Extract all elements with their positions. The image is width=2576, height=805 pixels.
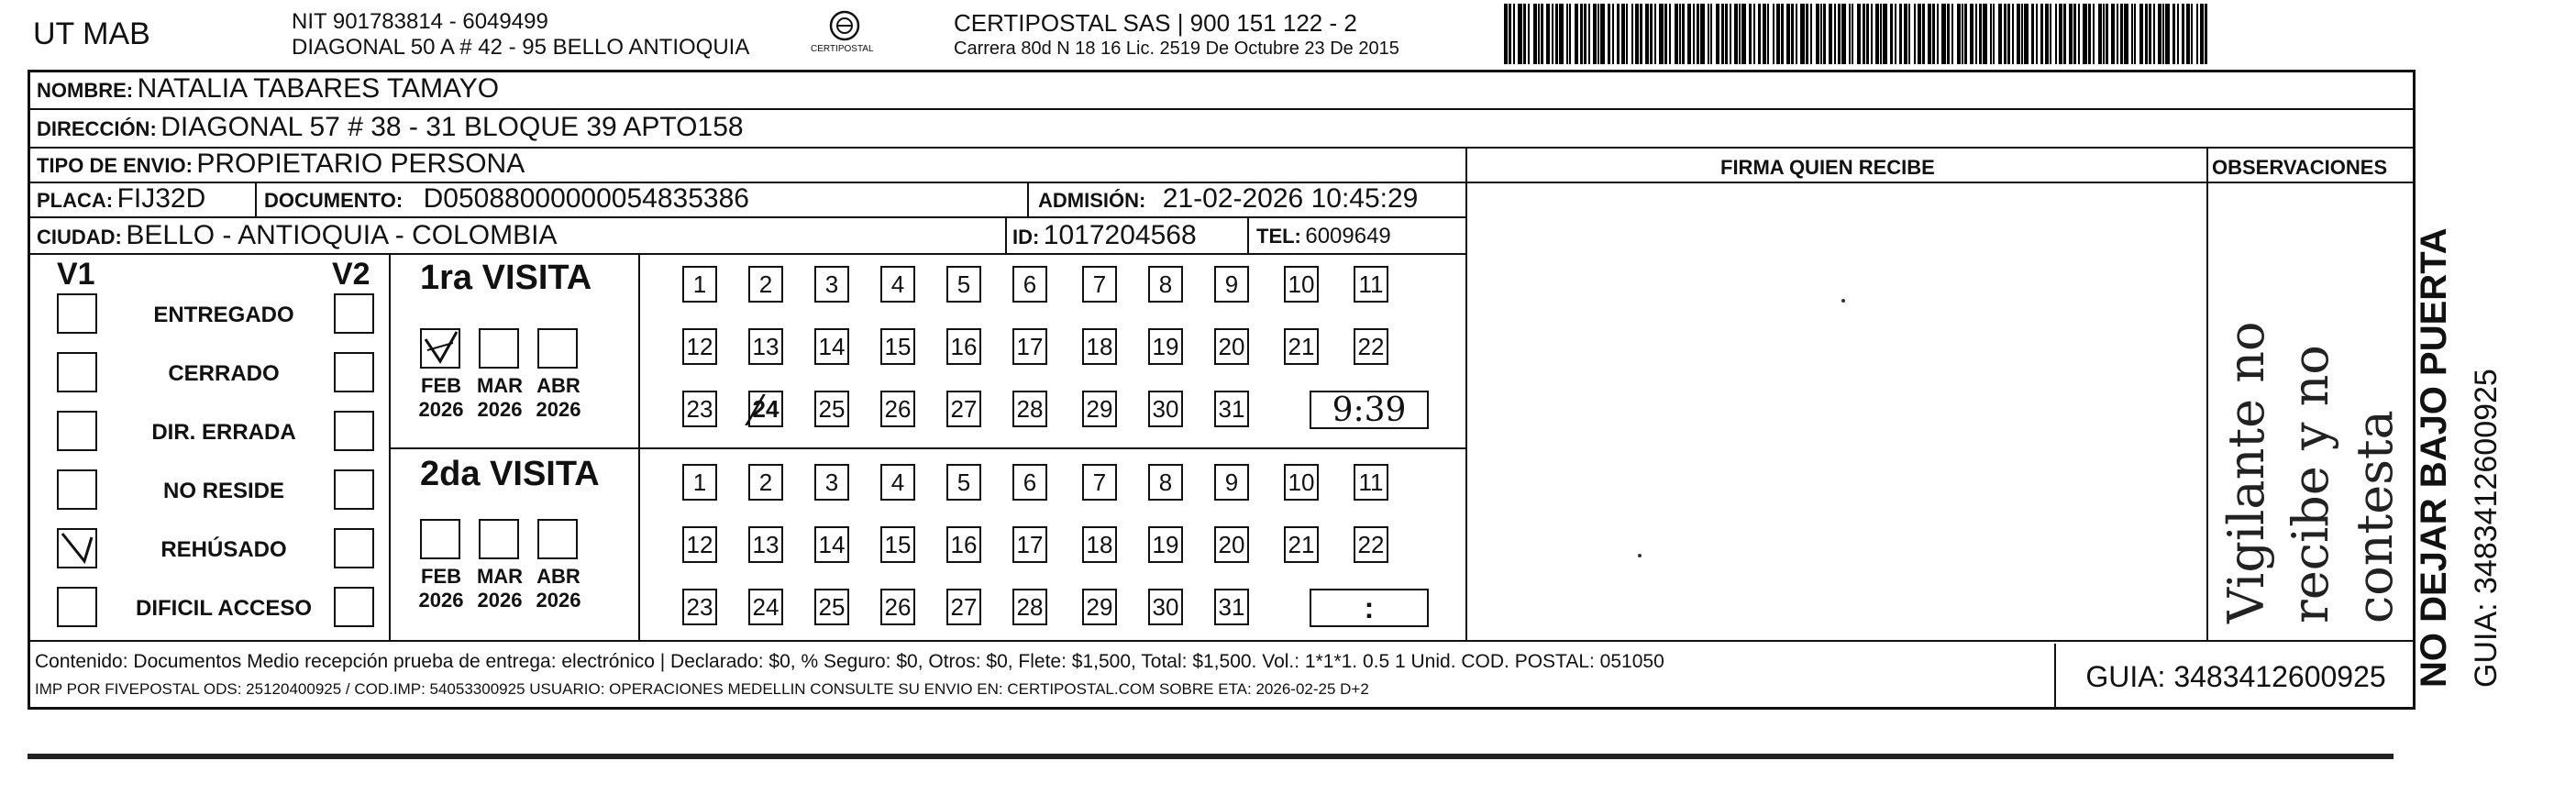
visit2-day-11[interactable]: 11 [1354,464,1388,501]
visit2-time-box[interactable]: : [1310,589,1429,627]
row-divider [28,253,1467,255]
visit1-day-3[interactable]: 3 [814,266,849,303]
month-name: FEB [421,565,461,588]
visit1-day-18[interactable]: 18 [1082,328,1117,365]
col-divider [2206,147,2208,640]
side-guia-text: GUIA: 3483412600925 [2469,369,2504,688]
company-name: CERTIPOSTAL SAS | 900 151 122 - 2 [954,9,1357,37]
col-divider [1247,216,1249,253]
visit1-month-label [416,374,466,422]
observaciones-header: OBSERVACIONES [2212,156,2388,179]
documento-value: D05088000000054835386 [423,183,749,214]
check-mark-icon [59,530,95,567]
nombre-label: NOMBRE: [37,79,134,102]
visit1-day-25[interactable]: 25 [814,391,849,427]
col-divider [255,182,257,218]
status-label: ENTREGADO [153,303,294,327]
visit2-day-29[interactable]: 29 [1082,589,1117,625]
visit1-day-15[interactable]: 15 [880,328,915,365]
tipo-envio-label: TIPO DE ENVIO: [37,154,193,177]
visit2-day-5[interactable]: 5 [946,464,981,501]
guia-box [2054,644,2416,710]
visit1-day-11[interactable]: 11 [1354,266,1388,303]
col-divider [1465,147,1467,640]
visit1-day-24[interactable]: 24 [748,391,783,427]
v2-checkbox[interactable] [334,293,374,334]
visit2-day-30[interactable]: 30 [1148,589,1183,625]
visit1-day-4[interactable]: 4 [880,266,915,303]
id-label: ID: [1012,226,1040,248]
status-label: DIR. ERRADA [151,420,296,445]
row-divider [28,108,2416,110]
visit2-day-31[interactable]: 31 [1214,589,1249,625]
visit2-day-8[interactable]: 8 [1148,464,1183,501]
visit1-day-14[interactable]: 14 [814,328,849,365]
visit1-day-26[interactable]: 26 [880,391,915,427]
visit1-day-1[interactable]: 1 [682,266,717,303]
month-year: 2026 [477,589,523,612]
visit1-day-31[interactable]: 31 [1214,391,1249,427]
visit1-day-28[interactable]: 28 [1012,391,1047,427]
visit1-day-30[interactable]: 30 [1148,391,1183,427]
visit2-day-7[interactable]: 7 [1082,464,1117,501]
col-divider [1027,182,1029,218]
visit2-day-25[interactable]: 25 [814,589,849,625]
visit1-day-9[interactable]: 9 [1214,266,1249,303]
no-dejar-text: NO DEJAR BAJO PUERTA [2414,227,2454,688]
v1-checkbox[interactable] [57,469,97,510]
visit2-day-15[interactable]: 15 [880,526,915,563]
handwriting-line: Vigilante no [2217,321,2275,623]
status-label: NO RESIDE [162,479,285,503]
visit2-day-17[interactable]: 17 [1012,526,1047,563]
month-name: ABR [536,565,580,588]
logo-text: CERTIPOSTAL [811,44,874,54]
month-name: MAR [476,374,524,397]
tipo-envio-value: PROPIETARIO PERSONA [196,149,525,179]
barcode-gap [2207,4,2210,64]
visit1-day-2[interactable]: 2 [748,266,783,303]
row-divider [389,447,1467,449]
direccion-label: DIRECCIÓN: [37,117,157,140]
visit2-day-14[interactable]: 14 [814,526,849,563]
month-year: 2026 [418,589,464,612]
visit1-day-12[interactable]: 12 [682,328,717,365]
v2-label: V2 [332,257,370,292]
visit1-day-5[interactable]: 5 [946,266,981,303]
visit2-day-9[interactable]: 9 [1214,464,1249,501]
check-mark-icon [422,330,459,367]
col-divider [389,253,391,640]
visit2-title: 2da VISITA [420,455,600,493]
visit1-day-29[interactable]: 29 [1082,391,1117,427]
scan-margin [0,752,2576,805]
address-line: DIAGONAL 50 A # 42 - 95 BELLO ANTIOQUIA [292,35,750,60]
visit1-day-20[interactable]: 20 [1214,328,1249,365]
month-year: 2026 [536,589,581,612]
visit2-day-21[interactable]: 21 [1284,526,1319,563]
id-value: 1017204568 [1043,220,1197,250]
visit2-day-18[interactable]: 18 [1082,526,1117,563]
col-divider [638,253,640,640]
status-label: REHÚSADO [160,537,287,562]
visit1-time-box[interactable]: 9:39 [1310,391,1429,429]
visit1-day-8[interactable]: 8 [1148,266,1183,303]
month-year: 2026 [418,398,464,421]
admision-value: 21-02-2026 10:45:29 [1162,183,1419,214]
v1-checkbox[interactable] [57,528,97,568]
visit2-day-4[interactable]: 4 [880,464,915,501]
visit2-day-12[interactable]: 12 [682,526,717,563]
visit1-month-checkbox[interactable] [537,328,578,369]
admision-label: ADMISIÓN: [1038,189,1146,212]
visit2-day-16[interactable]: 16 [946,526,981,563]
visit1-day-16[interactable]: 16 [946,328,981,365]
ciudad-label: CIUDAD: [37,226,122,248]
visit1-month-checkbox[interactable] [420,328,460,369]
direccion-value: DIAGONAL 57 # 38 - 31 BLOQUE 39 APTO158 [160,112,744,142]
observaciones-handwriting [2212,193,2414,633]
visit1-day-19[interactable]: 19 [1148,328,1183,365]
barcode [1504,4,2219,64]
visit2-day-26[interactable]: 26 [880,589,915,625]
visit2-day-23[interactable]: 23 [682,589,717,625]
visit1-day-13[interactable]: 13 [748,328,783,365]
visit2-day-1[interactable]: 1 [682,464,717,501]
visit2-month-checkbox[interactable] [420,519,460,559]
content-info: Contenido: Documentos Medio recepción prueba de entrega: electrónico | Declarado: $0, % Seguro: $0, Otros: $0, Flete: $1,500, Total: $1,500. Vol.: 1*1*1. 0.5 1 Unid. COD. POSTAL: 051050 [35,651,1664,672]
visit2-day-13[interactable]: 13 [748,526,783,563]
tel-value: 6009649 [1305,224,1391,248]
visit1-day-21[interactable]: 21 [1284,328,1319,365]
visit1-month-checkbox[interactable] [479,328,519,369]
month-name: ABR [536,374,580,397]
v2-checkbox[interactable] [334,528,374,568]
certipostal-logo [805,7,884,62]
visit2-day-24[interactable]: 24 [748,589,783,625]
visit2-day-6[interactable]: 6 [1012,464,1047,501]
side-guia [2469,174,2524,688]
v1-checkbox[interactable] [57,293,97,334]
visit2-day-2[interactable]: 2 [748,464,783,501]
row-divider [1467,182,2416,183]
placa-label: PLACA: [37,189,114,212]
visit1-day-7[interactable]: 7 [1082,266,1117,303]
visit2-day-20[interactable]: 20 [1214,526,1249,563]
visit1-day-23[interactable]: 23 [682,391,717,427]
visit2-day-22[interactable]: 22 [1354,526,1388,563]
handwriting-line: recibe y no [2282,345,2339,623]
visit2-month-label [475,565,525,612]
tel-label: TEL: [1256,225,1301,248]
visit2-day-28[interactable]: 28 [1012,589,1047,625]
visit2-month-checkbox[interactable] [479,519,519,559]
visit1-day-6[interactable]: 6 [1012,266,1047,303]
month-name: FEB [421,374,461,397]
placa-value: FIJ32D [116,183,206,214]
visit1-day-17[interactable]: 17 [1012,328,1047,365]
nit-line: NIT 901783814 - 6049499 [292,9,548,34]
brand: UT MAB [33,17,150,51]
month-name: MAR [476,565,524,588]
visit2-month-label [416,565,466,612]
print-info: IMP POR FIVEPOSTAL ODS: 25120400925 / COD.IMP: 54053300925 USUARIO: OPERACIONES MEDELLIN CONSULTE SU ENVIO EN: CERTIPOSTAL.COM SOBRE ETA: 2026-02-25 D+2 [35,680,1369,698]
row-divider [28,216,1467,218]
visit1-month-label [534,374,583,422]
status-label: DIFICIL ACCESO [135,596,312,621]
visit2-day-10[interactable]: 10 [1284,464,1319,501]
visit1-title: 1ra VISITA [420,259,592,297]
nombre-value: NATALIA TABARES TAMAYO [137,73,500,104]
month-year: 2026 [477,398,523,421]
visit2-month-label [534,565,583,612]
visit1-day-22[interactable]: 22 [1354,328,1388,365]
v2-checkbox[interactable] [334,411,374,451]
v1-checkbox[interactable] [57,587,97,627]
v2-checkbox[interactable] [334,352,374,392]
visit1-day-10[interactable]: 10 [1284,266,1319,303]
v2-checkbox[interactable] [334,587,374,627]
v1-checkbox[interactable] [57,352,97,392]
handwriting-line: contesta [2346,410,2404,623]
visit2-day-3[interactable]: 3 [814,464,849,501]
scan-edge [28,754,2394,759]
status-label: CERRADO [168,361,280,386]
row-divider [28,640,2416,642]
visit2-day-27[interactable]: 27 [946,589,981,625]
v1-label: V1 [57,257,95,292]
company-address: Carrera 80d N 18 16 Lic. 2519 De Octubre 23 De 2015 [954,39,1399,59]
v2-checkbox[interactable] [334,469,374,510]
visit1-day-27[interactable]: 27 [946,391,981,427]
ciudad-value: BELLO - ANTIOQUIA - COLOMBIA [126,220,558,250]
visit2-day-19[interactable]: 19 [1148,526,1183,563]
visit2-month-checkbox[interactable] [537,519,578,559]
firma-header: FIRMA QUIEN RECIBE [1720,156,1935,179]
signature-mark [1841,299,1845,303]
month-year: 2026 [536,398,581,421]
v1-checkbox[interactable] [57,411,97,451]
visit1-month-label [475,374,525,422]
col-divider [1005,216,1007,253]
documento-label: DOCUMENTO: [264,189,404,212]
signature-mark [1638,554,1642,557]
guia-number: GUIA: 3483412600925 [2085,659,2386,693]
